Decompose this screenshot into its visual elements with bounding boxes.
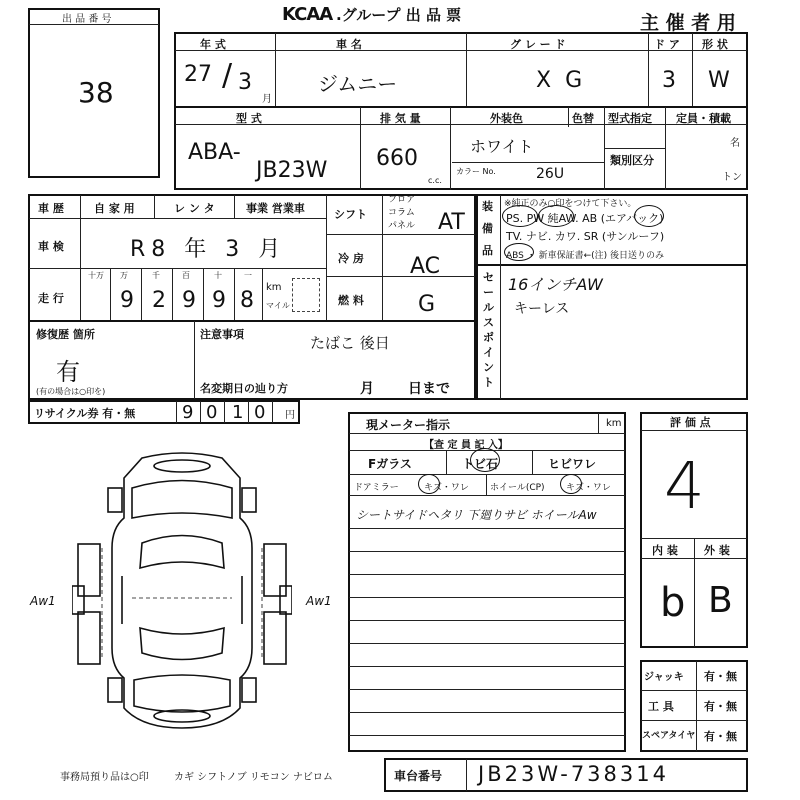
recolor-label: 色替 [572,112,594,125]
spare-label: スペアタイヤ [642,731,696,741]
tool-label: 工 具 [648,700,674,713]
history-private: 自 家 用 [94,202,135,215]
mileage-label: 走 行 [38,292,64,305]
exterior-value: B [708,580,733,621]
mirror-options: キズ・ワレ [424,483,469,493]
mileage-header-10k: 万 [120,271,128,280]
mileage-digit-1k: 2 [152,288,166,313]
type-value-prefix: ABA- [188,140,241,165]
shift-value: AT [438,210,465,235]
capacity-label: 定員・積載 [676,112,731,125]
score-label: 評 価 点 [670,416,711,429]
jack-label: ジャッキ [644,672,684,683]
fuel-label: 燃 料 [338,294,364,307]
type-value-code: JB23W [256,158,328,183]
inspection-label: 車 検 [38,240,64,253]
shift-label: シフト [334,208,367,221]
shift-options: フロア コラム パネル [388,195,416,231]
repair-note: (有の場合は○印を) [36,387,106,396]
fuel-value: G [418,292,436,317]
recycle-digit-3: 1 [232,402,244,423]
year-label: 年 式 [200,38,226,51]
recycle-unit: 円 [285,410,295,421]
mileage-header-100k: 十万 [88,271,104,280]
history-business: 事業 営業車 [246,202,305,215]
inspector-comment: シートサイドヘタリ 下廻りサビ ホイールAw [356,508,597,522]
copy-label: 主 催 者 用 [640,12,736,34]
ab-circle [634,205,664,227]
diagram-right-note: Aw1 [306,594,332,608]
exterior-color-value: ホワイト [470,137,534,156]
notice-value: たばこ 後日 [310,334,390,352]
equipment-line1: PS. PW 純AW. AB (エアバック) [506,212,664,225]
inspection-value: R8 年 3 月 [130,237,287,262]
tool-options: 有・無 [704,700,737,713]
glass-label: Fガラス [368,457,412,471]
mileage-unit-km: km [266,282,282,293]
history-label: 車 歴 [38,202,64,215]
name-change-label: 名変期日の辿り方 [200,382,288,395]
inspector-title: 【査 定 員 記 入】 [424,440,508,451]
brand-logo: KCAA [282,4,333,25]
mileage-digit-10k: 9 [120,288,134,313]
mileage-digit-10: 9 [212,288,226,313]
grade-label: グ レ ー ド [510,38,566,51]
mileage-unit-mile: マイル [266,301,290,310]
equipment-label: 装 備 品 [482,200,493,257]
history-rental: レ ン タ [174,202,215,215]
year-value: 27 [184,62,212,87]
sales-point-line2: キーレス [514,301,570,317]
type-designation-label: 型式指定 [608,112,652,125]
score-value: 4 [664,450,705,524]
doors-value: 3 [662,68,676,93]
lot-number-label: 出 品 番 号 [62,14,112,25]
keys-label: 事務局預り品は○印 [60,772,149,783]
exterior-color-label: 外装色 [490,112,523,125]
notice-label: 注意事項 [200,328,244,341]
model-value: ジムニー [318,72,398,96]
color-no-value: 26U [536,166,565,182]
glass-chip-circle [470,448,500,472]
aircon-value: AC [410,254,441,279]
mileage-header-100: 百 [182,271,190,280]
wheel-label: ホイール(CP) [490,483,545,493]
interior-value: b [660,580,686,626]
car-diagram [72,448,292,732]
mirror-scratch-circle [418,474,440,494]
glass-crack: ヒビワレ [548,457,597,471]
mileage-header-1: 一 [244,271,252,280]
wheel-options: キズ・ワレ [566,483,611,493]
body-type-value: W [708,68,730,93]
cc-unit: c.c. [428,176,442,185]
repair-value: 有 [56,358,80,386]
category-label: 類別区分 [610,154,654,167]
mileage-digit-1: 8 [240,288,254,313]
lot-number: 38 [78,76,114,109]
equipment-line2: TV. ナビ. カワ. SR (サンルーフ) [506,230,665,243]
recycle-digit-1: 9 [182,402,194,423]
equipment-note: ※純正のみ○印をつけて下さい。 [504,199,637,209]
recycle-digit-4: 0 [254,402,266,423]
ton-unit: トン [722,172,742,183]
name-change-month: 月 [360,381,374,397]
interior-label: 内 装 [652,544,678,557]
recycle-label: リサイクル券 有・無 [34,407,136,420]
repair-label: 修復歴 箇所 [36,328,95,341]
wheel-scratch-circle [560,474,582,494]
form-title: .グループ 出 品 票 [336,6,462,24]
displacement-value: 660 [376,146,418,171]
grade-value: XG [536,68,597,93]
sales-point-line1: 16インチAW [508,275,603,294]
color-no-label: カラー No. [456,167,496,176]
exterior-label: 外 装 [704,544,730,557]
month-value: 3 [238,70,252,95]
sales-point-label: セールスポイント [483,271,494,389]
month-unit: 月 [262,94,272,105]
jack-options: 有・無 [704,670,737,683]
person-unit: 名 [730,138,740,149]
mirror-label: ドアミラー [354,483,399,493]
meter-label: 現メーター指示 [366,418,451,432]
name-change-day: 日まで [408,381,450,397]
year-slash: / [222,58,233,93]
recycle-digit-2: 0 [206,402,218,423]
chassis-label: 車台番号 [394,769,443,783]
abs-circle [504,243,534,261]
spare-options: 有・無 [704,730,737,743]
body-type-label: 形 状 [702,38,728,51]
pw-circle [538,205,574,227]
keys-items: カギ シフトノブ リモコン ナビロム [174,772,333,783]
glass-chip: トビ石 [462,457,499,471]
aircon-label: 冷 房 [338,252,364,265]
mileage-header-1k: 千 [152,271,160,280]
doors-label: ド ア [654,38,680,51]
ps-circle [502,205,538,227]
model-label: 車 名 [336,38,362,51]
diagram-left-note: Aw1 [30,594,56,608]
chassis-value: JB23W-738314 [478,762,669,786]
displacement-label: 排 気 量 [380,112,421,125]
mile-checkbox [292,278,320,312]
mileage-header-10: 十 [214,271,222,280]
mileage-digit-100: 9 [182,288,196,313]
type-label: 型 式 [236,112,262,125]
equipment-line3: ABS ・ 新車保証書←(注) 後日送りのみ [506,251,665,261]
meter-unit: km [606,418,622,429]
